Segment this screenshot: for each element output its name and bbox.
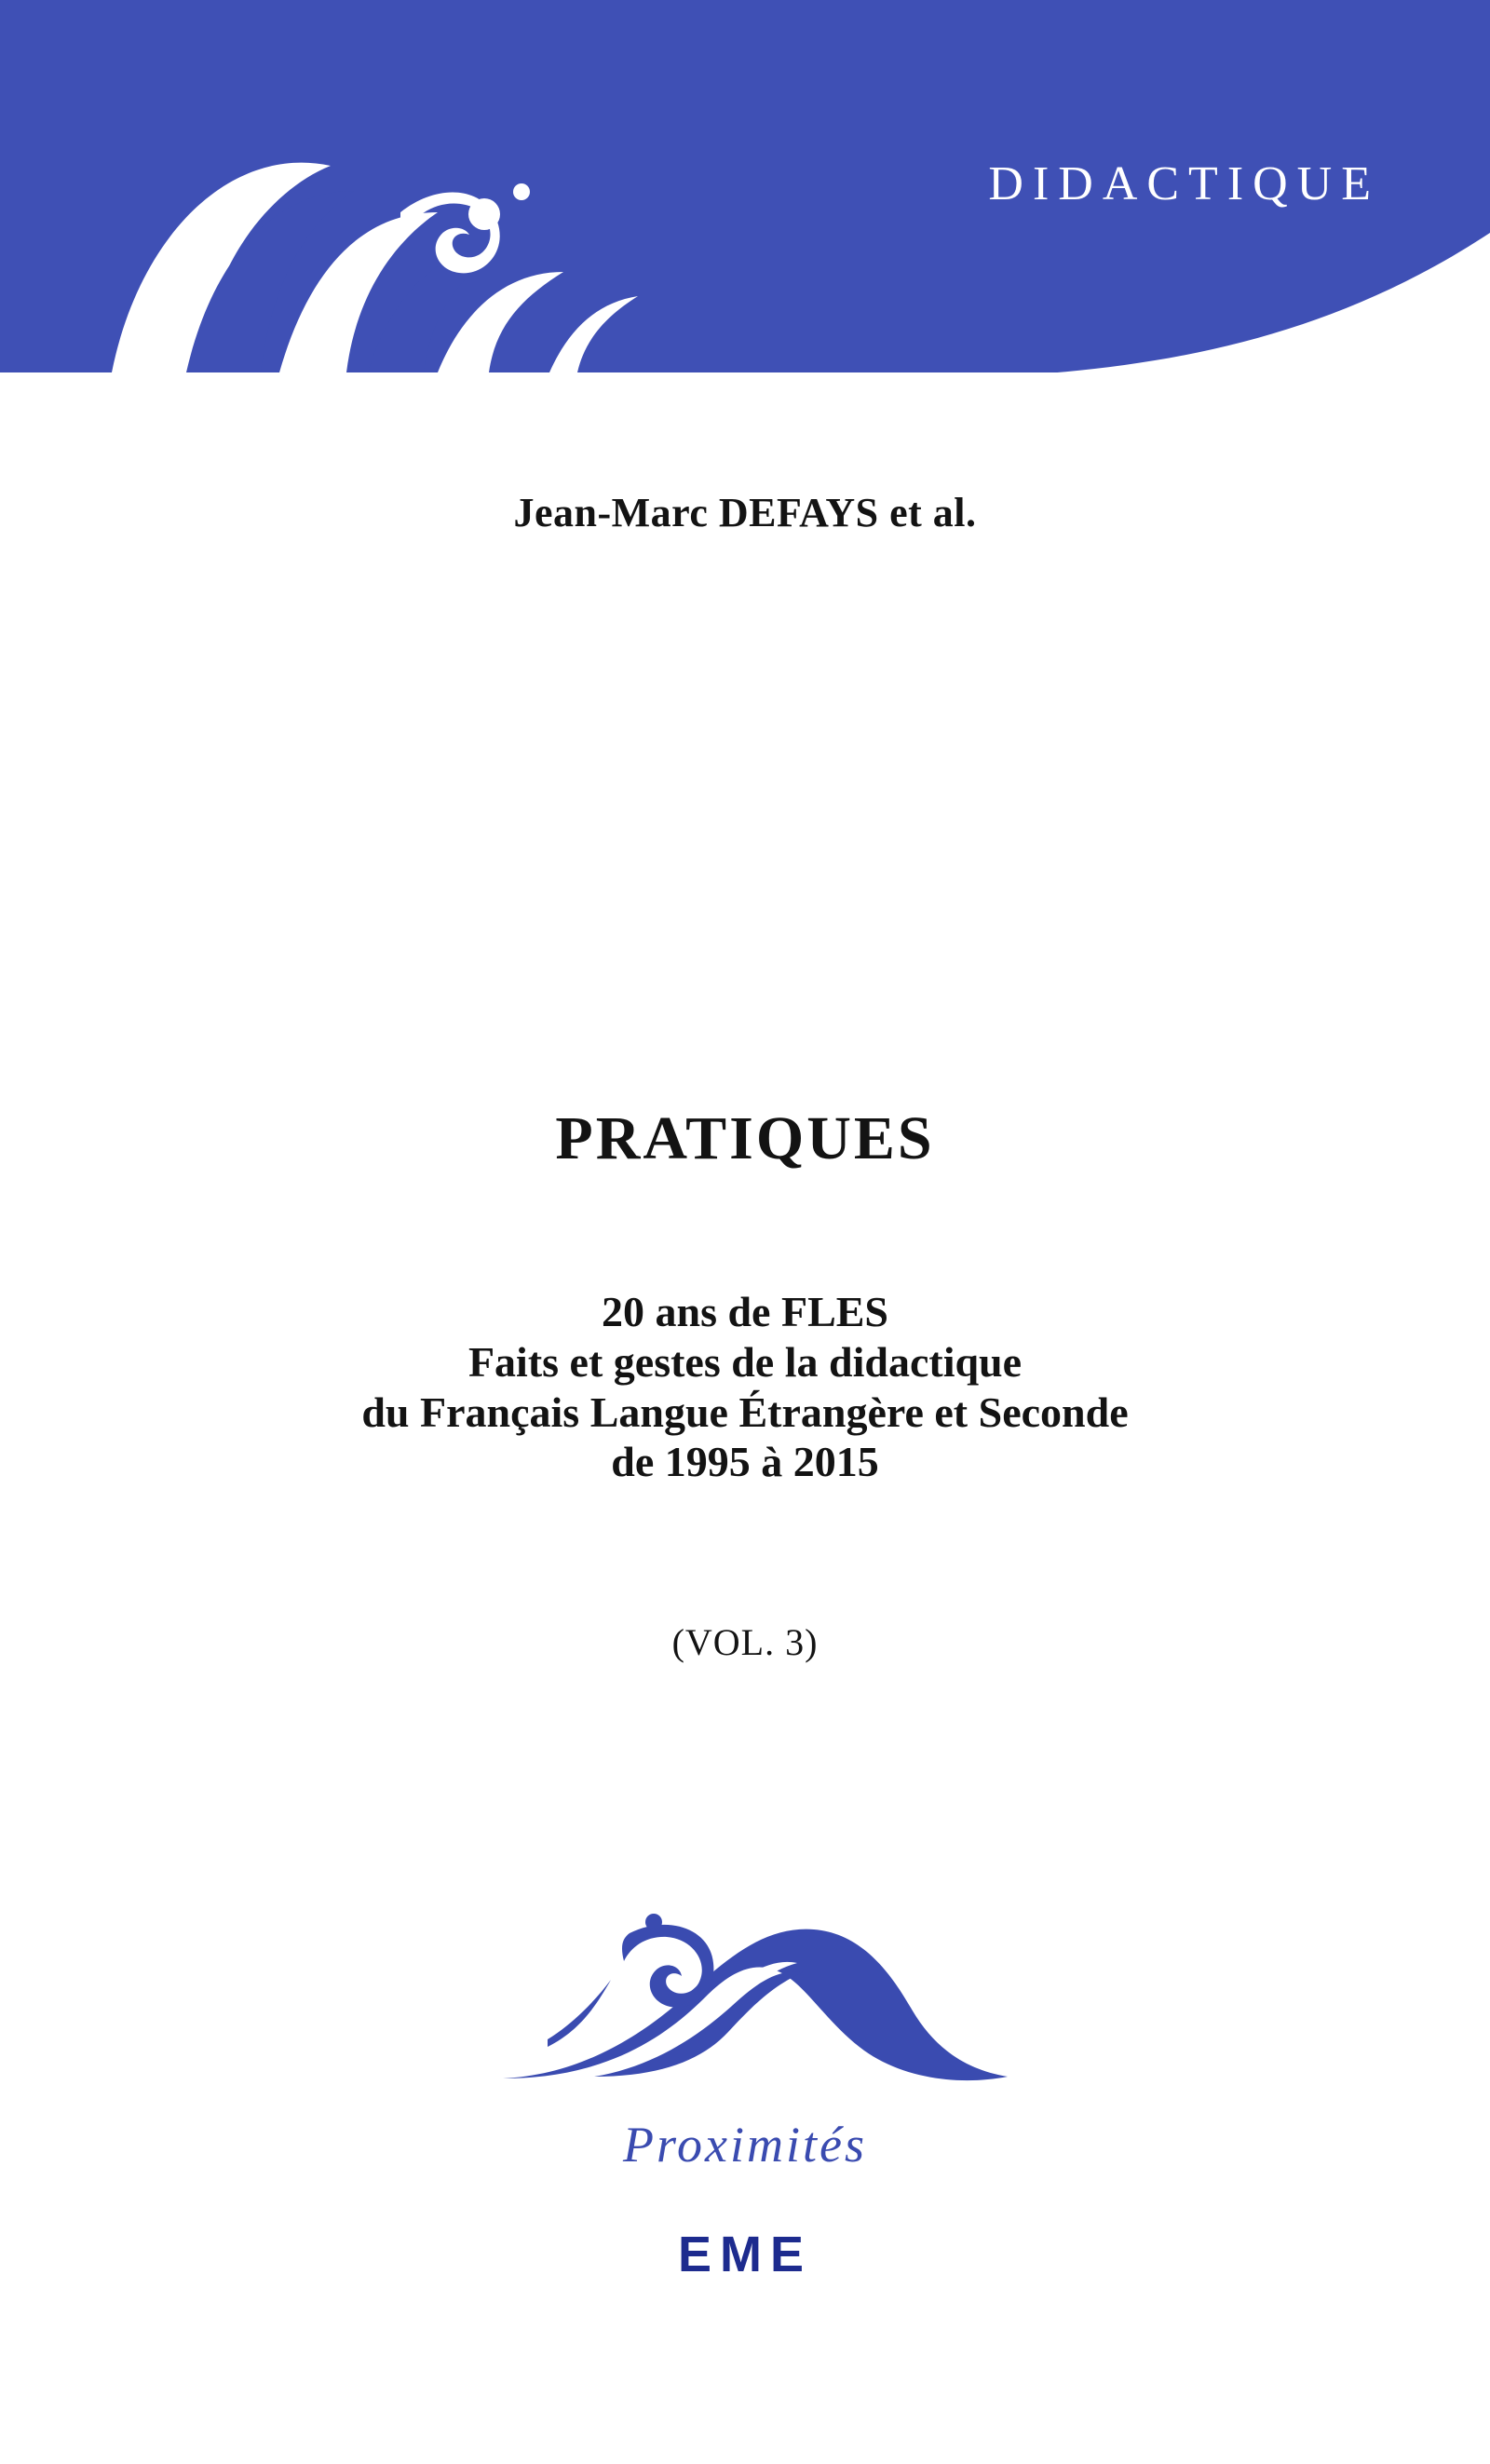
collection-name: Proximités xyxy=(623,2117,867,2173)
book-subtitle xyxy=(0,1287,1490,1487)
publisher-name: EME xyxy=(677,2227,813,2282)
subtitle-line: 20 ans de FLES xyxy=(601,1288,889,1335)
volume-label: (VOL. 3) xyxy=(671,1621,819,1663)
series-label: DIDACTIQUE xyxy=(988,157,1380,210)
wave-logo-graphic xyxy=(438,1900,1052,2095)
book-title: PRATIQUES xyxy=(555,1104,935,1172)
subtitle-line: de 1995 à 2015 xyxy=(611,1438,879,1486)
subtitle-line: Faits et gestes de la didactique xyxy=(467,1337,1023,1386)
author-name: Jean-Marc DEFAYS et al. xyxy=(513,490,977,535)
subtitle-line: du Français Langue Étrangère et Seconde xyxy=(361,1388,1129,1436)
proximites-wave-icon xyxy=(438,1900,1052,2095)
cover-banner xyxy=(0,0,1490,372)
